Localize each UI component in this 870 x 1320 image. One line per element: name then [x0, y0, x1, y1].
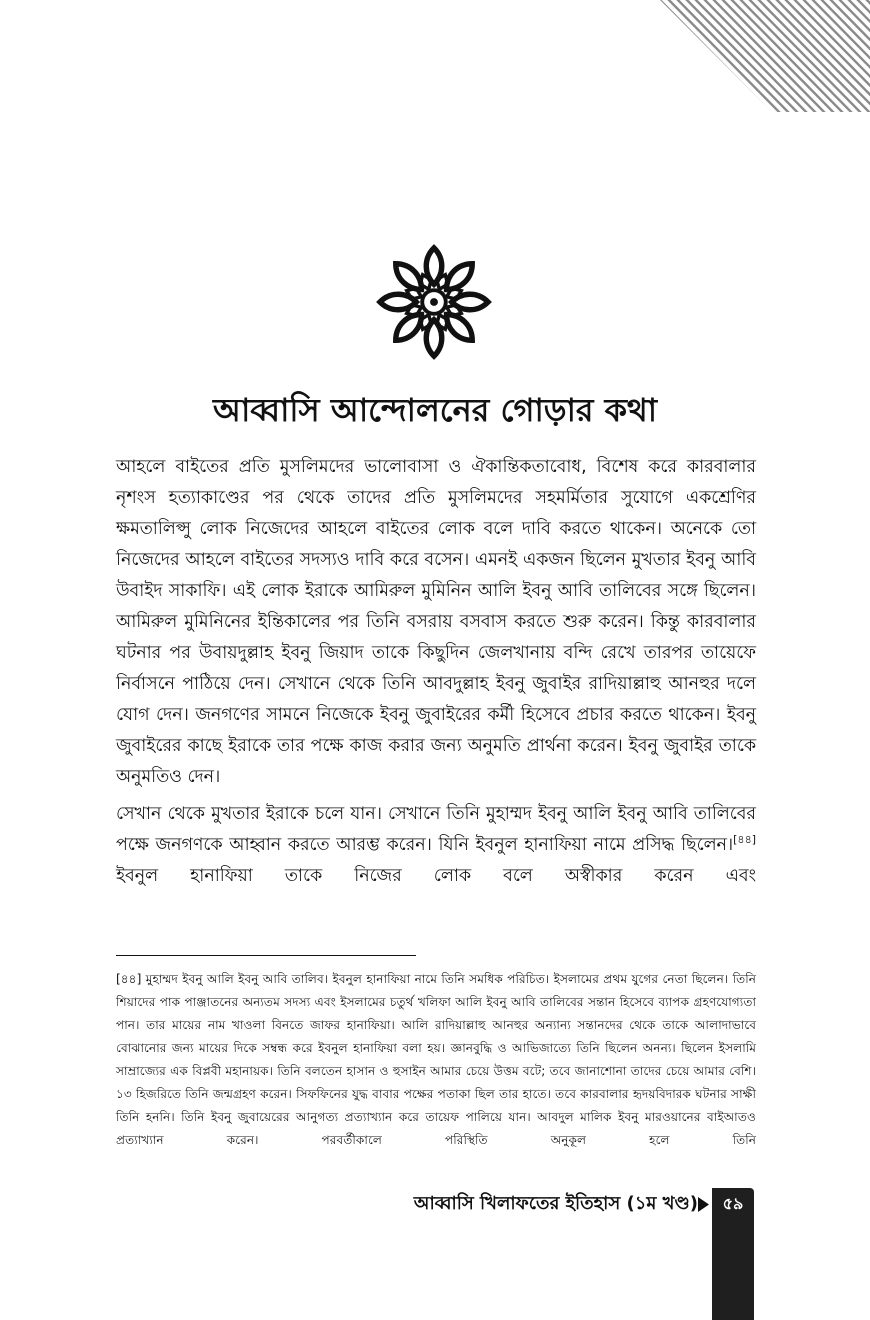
paragraph-1: আহলে বাইতের প্রতি মুসলিমদের ভালোবাসা ও ঐকান্তিকতাবোধ, বিশেষ করে কারবালার নৃশংস হত্যাকাণ্ডের পর থেকে তাদের প্রতি মুসলিমদের সহমর্মিতার সুযোগে একশ্রেণির ক্ষমতালিপ্সু লোক নিজেদের আহলে বাইতের লোক বলে দাবি করতে থাকেন। অনেকে তো নিজেদের আহলে বাইতের সদস্যও দাবি করে বসেন। এমনই একজন ছিলেন মুখতার ইবনু আবি উবাইদ সাকাফি। এই লোক ইরাকে আমিরুল মুমিনিন আলি ইবনু আবি তালিবের সঙ্গে ছিলেন। আমিরুল মুমিনিনের ইন্তিকালের পর তিনি বসরায় বসবাস করতে শুরু করেন। কিন্তু কারবালার ঘটনার পর উবায়দুল্লাহ ইবনু জিয়াদ তাকে কিছুদিন জেলখানায় বন্দি রেখে তারপর তায়েফে নির্বাসনে পাঠিয়ে দেন। সেখানে থেকে তিনি আবদুল্লাহ ইবনু জুবাইর রাদিয়াল্লাহু আনহুর দলে যোগ দেন। জনগণের সামনে নিজেকে ইবনু জুবাইরের কর্মী হিসেবে প্রচার করতে থাকেন। ইবনু জুবাইরের কাছে ইরাকে তার পক্ষে কাজ করার জন্য অনুমতি প্রার্থনা করেন। ইবনু জুবাইর তাকে অনুমতিও দেন। [116, 457, 756, 787]
footnote-divider [116, 955, 416, 956]
running-title: আব্বাসি খিলাফতের ইতিহাস (১ম খণ্ড) [413, 1193, 698, 1214]
page-number: ৫৯ [722, 1194, 744, 1213]
floral-mandala-icon [375, 243, 493, 361]
corner-stripe-decoration [510, 0, 870, 112]
chapter-title: আব্বাসি আন্দোলনের গোড়ার কথা [212, 391, 657, 429]
footnote: [৪৪] মুহাম্মদ ইবনু আলি ইবনু আবি তালিব। ইবনুল হানাফিয়া নামে তিনি সমধিক পরিচিত। ইসলামের প্রথম যুগের নেতা ছিলেন। তিনি শিয়াদের পাক পাঞ্জাতনের অন্যতম সদস্য এবং ইসলামের চতুর্থ খলিফা আলি ইবনু আবি তালিবের সন্তান হিসেবে ব্যাপক গ্রহণযোগ্যতা পান। তার মায়ের নাম খাওলা বিনতে জাফর হানাফিয়া। আলি রাদিয়াল্লাহু আনহুর অন্যান্য সন্তানদের থেকে তাকে আলাদাভাবে বোঝানোর জন্য মায়ের দিকে সম্বন্ধ করে ইবনুল হানাফিয়া বলা হয়। জ্ঞানবুদ্ধি ও আভিজাত্যে তিনি ছিলেন অনন্য। ছিলেন ইসলামি সাম্রাজ্যের এক বিপ্লবী মহানায়ক। তিনি বলতেন হাসান ও হুসাইন আমার চেয়ে উত্তম বটে; তবে জানাশোনা তাদের চেয়ে আমার বেশি। ১৩ হিজরিতে তিনি জন্মগ্রহণ করেন। সিফফিনের যুদ্ধ বাবার পক্ষের পতাকা ছিল তার হাতে। তবে কারবালার হৃদয়বিদারক ঘটনার সাক্ষী তিনি হননি। তিনি ইবনু জুবায়েরের আনুগত্য প্রত্যাখ্যান করে তায়েফ পালিয়ে যান। আবদুল মালিক ইবনু মারওয়ানের বাইআতও প্রত্যাখ্যান করেন। পরবর্তীকালে পরিস্থিতি অনুকূল হলে তিনি [116, 972, 756, 1147]
paragraph-2-text: সেখান থেকে মুখতার ইরাকে চলে যান। সেখানে তিনি মুহাম্মদ ইবনু আলি ইবনু আবি তালিবের পক্ষে জনগণকে আহ্বান করতে আরম্ভ করেন। যিনি ইবনুল হানাফিয়া নামে প্রসিদ্ধ ছিলেন। [116, 804, 756, 855]
triangle-right-icon [697, 1197, 709, 1212]
main-text [116, 452, 756, 898]
page-number-tab [712, 1188, 754, 1320]
paragraph-2 [116, 799, 756, 892]
footnote-reference[interactable]: [৪৪] [733, 833, 756, 847]
paragraph-2-continuation: ইবনুল হানাফিয়া তাকে নিজের লোক বলে অস্বীকার করেন এবং [116, 866, 756, 886]
